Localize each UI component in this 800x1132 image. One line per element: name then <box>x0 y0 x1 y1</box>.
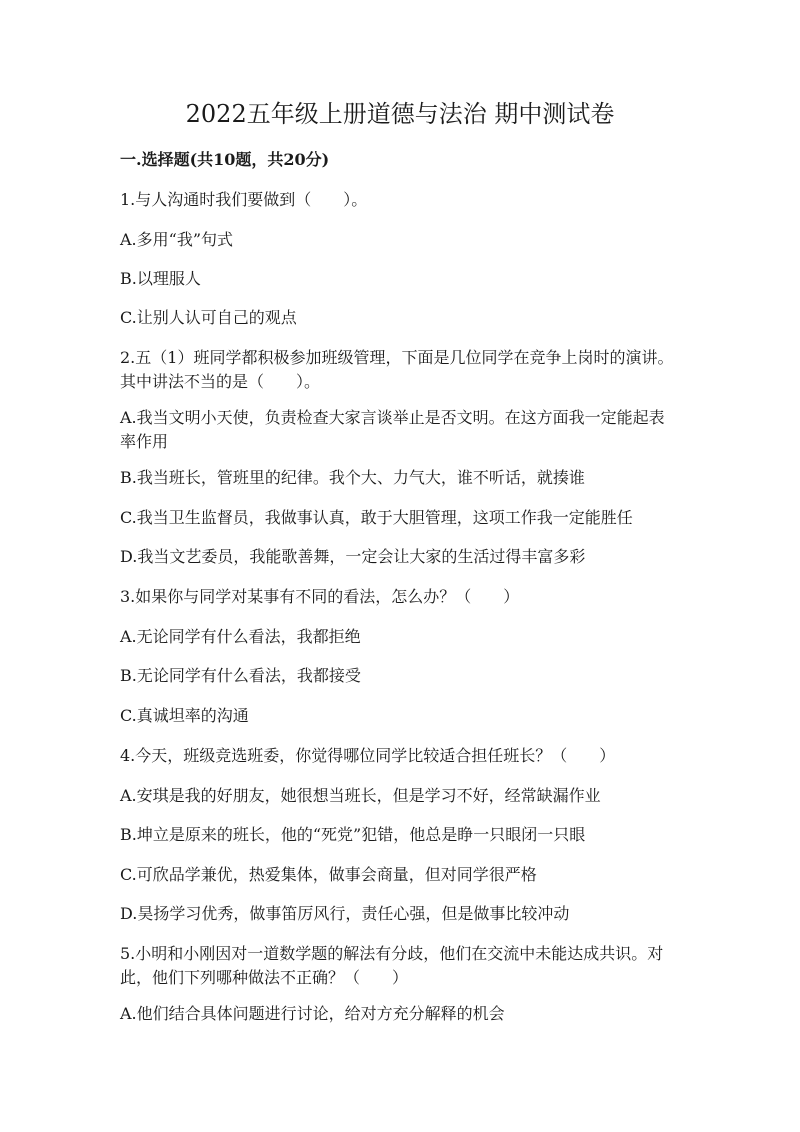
question-2-stem: 2.五（1）班同学都积极参加班级管理，下面是几位同学在竞争上岗时的演讲。其中讲法不当的是（ ）。 <box>120 348 674 391</box>
question-3-option-a: A.无论同学有什么看法，我都拒绝 <box>120 627 361 646</box>
question-1-option-c: C.让别人认可自己的观点 <box>120 308 297 327</box>
question-3-stem: 3.如果你与同学对某事有不同的看法，怎么办？（ ） <box>120 587 520 606</box>
question-5-option-a: A.他们结合具体问题进行讨论，给对方充分解释的机会 <box>120 1004 505 1023</box>
question-4-option-a: A.安琪是我的好朋友，她很想当班长，但是学习不好，经常缺漏作业 <box>120 786 601 805</box>
document-title: 2022五年级上册道德与法治 期中测试卷 <box>185 100 615 128</box>
question-2-option-a: A.我当文明小天使，负责检查大家言谈举止是否文明。在这方面我一定能起表率作用 <box>120 408 665 451</box>
question-1-option-b: B.以理服人 <box>120 269 201 288</box>
question-4-option-c: C.可欣品学兼优，热爱集体，做事会商量，但对同学很严格 <box>120 865 537 884</box>
question-1-stem: 1.与人沟通时我们要做到（ ）。 <box>120 190 368 209</box>
section-heading: 一.选择题(共10题，共20分) <box>120 150 330 169</box>
question-4-option-d: D.昊扬学习优秀，做事笛厉风行，责任心强，但是做事比较冲动 <box>120 904 570 923</box>
question-1-option-a: A.多用“我”句式 <box>120 230 234 249</box>
question-2-option-d: D.我当文艺委员，我能歌善舞，一定会让大家的生活过得丰富多彩 <box>120 547 586 566</box>
question-2-option-b: B.我当班长，管班里的纪律。我个大、力气大，谁不听话，就揍谁 <box>120 468 585 487</box>
question-4-stem: 4.今天，班级竞选班委，你觉得哪位同学比较适合担任班长？（ ） <box>120 746 616 765</box>
question-3-option-c: C.真诚坦率的沟通 <box>120 706 249 725</box>
question-4-option-b: B.坤立是原来的班长，他的“死党”犯错，他总是睁一只眼闭一只眼 <box>120 825 586 844</box>
question-5-stem: 5.小明和小刚因对一道数学题的解法有分歧，他们在交流中未能达成共识。对此，他们下列哪种做法不正确？（ ） <box>120 944 664 987</box>
question-2-option-c: C.我当卫生监督员，我做事认真，敢于大胆管理，这项工作我一定能胜任 <box>120 508 633 527</box>
question-3-option-b: B.无论同学有什么看法，我都接受 <box>120 666 361 685</box>
